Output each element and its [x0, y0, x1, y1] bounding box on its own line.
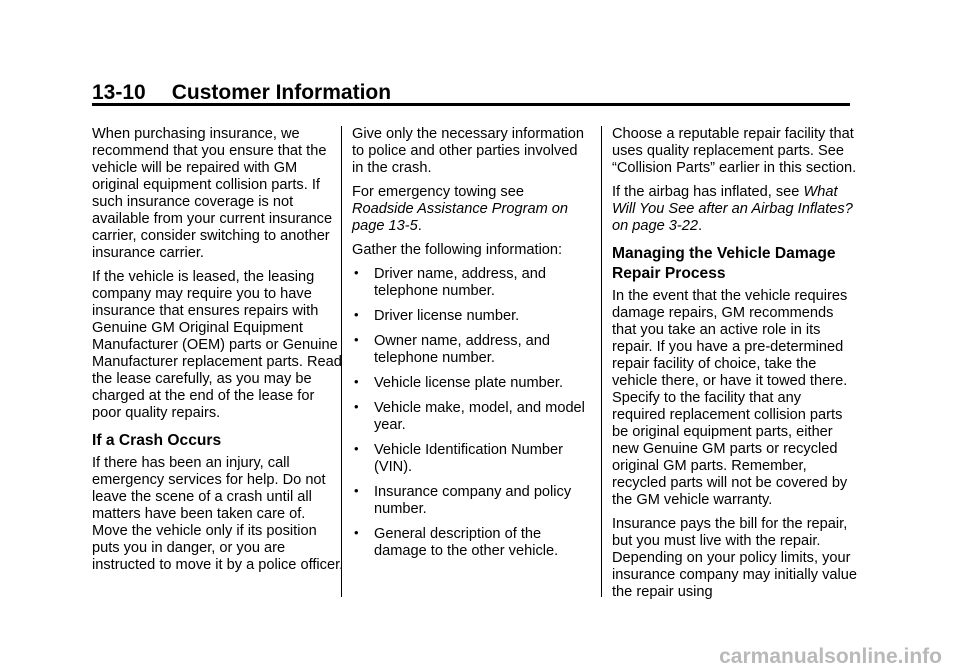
bullet-icon: •	[354, 374, 359, 389]
heading-crash: If a Crash Occurs	[92, 432, 222, 449]
link-airbag-inflates[interactable]: What Will You See after an Airbag Inflates? on page 3-22	[612, 184, 853, 234]
list-item: • Owner name, address, and telephone number.	[354, 332, 551, 366]
paragraph-insurance-pays: Insurance pays the bill for the repair, but you must live with the repair. Depending on your policy limits, your insurance company may initially value the repair using	[612, 516, 857, 600]
watermark: carmanualsonline.info	[719, 645, 942, 668]
column-2	[352, 126, 592, 568]
header-rule	[92, 103, 850, 106]
list-item: • General description of the damage to the other vehicle.	[354, 525, 559, 559]
paragraph-damage-repairs: In the event that the vehicle requires damage repairs, GM recommends that you take an active role in its repair. If you have a pre-determined repair facility of choice, take the vehicle there, or have it towed there. Specify to the facility that any required replacement collision parts be original equipment parts, either new Genuine GM parts or recycled original GM parts. Remember, recycled parts will not be covered by the GM vehicle warranty.	[612, 288, 848, 508]
paragraph-crash: If there has been an injury, call emergency services for help. Do not leave the scene of a crash until all matters have been taken care of. Move the vehicle only if its position puts you in danger, or you are instructed to move it by a police officer.	[92, 455, 344, 573]
list-item: • Vehicle license plate number.	[354, 374, 564, 391]
paragraph-towing: For emergency towing see Roadside Assistance Program on page 13-5.	[352, 184, 569, 234]
paragraph-repair-facility: Choose a reputable repair facility that uses quality replacement parts. See “Collision Parts” earlier in this section.	[612, 126, 857, 176]
paragraph-airbag: If the airbag has inflated, see What Will You See after an Airbag Inflates? on page 3-22.	[612, 184, 853, 234]
bullet-icon: •	[354, 483, 359, 498]
paragraph-lease: If the vehicle is leased, the leasing company may require you to have insurance that ensures repairs with Genuine GM Original Equipment Manufacturer (OEM) parts or Genuine Manufacturer replacement parts. Read the lease carefully, as you may be charged at the end of the lease for poor quality repairs.	[92, 269, 342, 421]
list-item: • Vehicle Identification Number (VIN).	[354, 441, 564, 475]
list-item: • Vehicle make, model, and model year.	[354, 399, 585, 433]
column-3	[612, 126, 857, 608]
bullet-icon: •	[354, 441, 359, 456]
bullet-icon: •	[354, 399, 359, 414]
bullet-icon: •	[354, 307, 359, 322]
list-item: • Driver license number.	[354, 307, 520, 324]
column-1	[92, 126, 344, 581]
info-list	[352, 266, 592, 560]
heading-damage-repair: Managing the Vehicle Damage Repair Process	[612, 245, 836, 282]
list-item: • Driver name, address, and telephone number.	[354, 265, 546, 299]
list-item: • Insurance company and policy number.	[354, 483, 572, 517]
bullet-icon: •	[354, 265, 359, 280]
page-number: 13-10	[92, 81, 146, 104]
paragraph-gather: Gather the following information:	[352, 242, 563, 258]
link-roadside-assistance[interactable]: Roadside Assistance Program on page 13-5	[352, 201, 569, 234]
column-divider-2	[601, 126, 602, 597]
bullet-icon: •	[354, 525, 359, 540]
column-divider-1	[341, 126, 342, 597]
paragraph-police: Give only the necessary information to police and other parties involved in the crash.	[352, 126, 584, 176]
paragraph-insurance: When purchasing insurance, we recommend that you ensure that the vehicle will be repaired with GM original equipment collision parts. If such insurance coverage is not available from your current insurance carrier, consider switching to another insurance carrier.	[92, 126, 333, 261]
section-title: Customer Information	[171, 81, 392, 104]
bullet-icon: •	[354, 332, 359, 347]
